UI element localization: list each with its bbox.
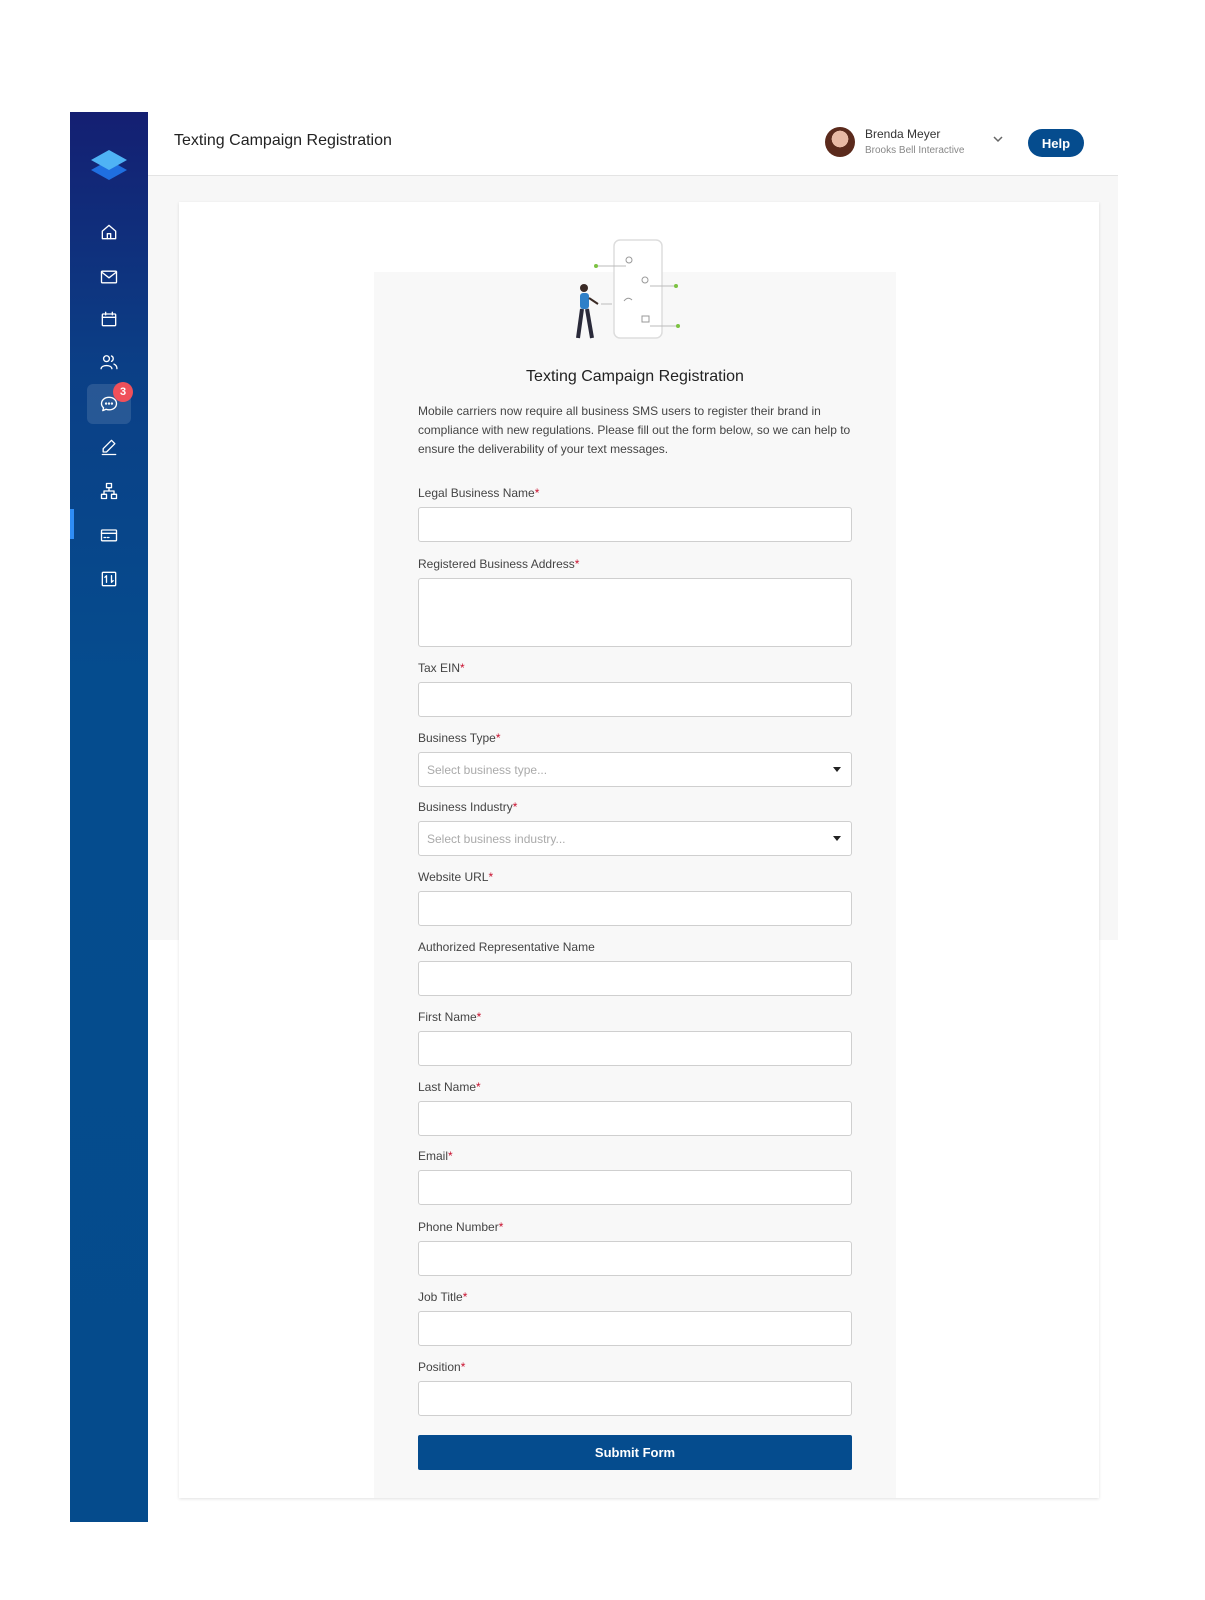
label-job-title: Job Title* [418,1290,468,1304]
sidebar-item-import-export[interactable] [87,559,131,599]
sidebar-item-edit[interactable] [87,427,131,467]
label-phone-number: Phone Number* [418,1220,504,1234]
position-input[interactable] [418,1381,852,1416]
transfer-icon [99,569,119,589]
sidebar-item-contacts[interactable] [87,342,131,382]
business-address-input[interactable] [418,578,852,647]
users-icon [99,352,119,372]
first-name-input[interactable] [418,1031,852,1066]
website-url-input[interactable] [418,891,852,926]
chevron-down-icon[interactable] [991,132,1005,146]
caret-down-icon [833,836,841,841]
sidebar-item-org-chart[interactable] [87,471,131,511]
label-business-industry: Business Industry* [418,800,518,814]
calendar-icon [99,309,119,329]
form-description: Mobile carriers now require all business SMS users to register their brand in compliance with new regulations. Please fill out the form below, so we can help to ensure the deliverability of your text messages. [418,404,851,456]
hierarchy-icon [99,481,119,501]
tax-ein-input[interactable] [418,682,852,717]
user-name[interactable]: Brenda Meyer [865,127,941,141]
user-org: Brooks Bell Interactive [865,145,965,156]
business-industry-select[interactable]: Select business industry... [418,821,852,856]
label-website-url: Website URL* [418,870,494,884]
active-indicator [70,509,74,539]
label-position: Position* [418,1360,466,1374]
form-title: Texting Campaign Registration [526,368,744,385]
label-tax-ein: Tax EIN* [418,661,465,675]
label-email: Email* [418,1149,453,1163]
label-legal-business-name: Legal Business Name* [418,486,540,500]
label-first-name: First Name* [418,1010,482,1024]
sidebar [70,112,148,1522]
sidebar-item-home[interactable] [87,212,131,252]
pencil-icon [99,437,119,457]
phone-number-input[interactable] [418,1241,852,1276]
submit-form-button[interactable]: Submit Form [418,1435,852,1470]
sidebar-item-email[interactable] [87,257,131,297]
home-icon [99,222,119,242]
help-button[interactable]: Help [1028,129,1084,157]
legal-business-name-input[interactable] [418,507,852,542]
notification-badge: 3 [113,382,133,402]
page-title: Texting Campaign Registration [174,132,392,149]
mail-icon [99,267,119,287]
logo-icon[interactable] [89,148,129,188]
card-icon [99,525,119,545]
avatar[interactable] [825,127,855,157]
sidebar-item-texting[interactable] [87,384,131,424]
caret-down-icon [833,767,841,772]
last-name-input[interactable] [418,1101,852,1136]
authorized-representative-input[interactable] [418,961,852,996]
sidebar-item-calendar[interactable] [87,299,131,339]
label-business-type: Business Type* [418,731,501,745]
sidebar-item-billing[interactable] [87,515,131,555]
email-field[interactable] [418,1170,852,1205]
label-last-name: Last Name* [418,1080,481,1094]
label-authorized-representative: Authorized Representative Name [418,940,595,954]
business-type-select[interactable]: Select business type... [418,752,852,787]
label-business-address: Registered Business Address* [418,557,580,571]
header [148,112,1118,176]
job-title-input[interactable] [418,1311,852,1346]
phone-illustration-icon [566,238,688,344]
